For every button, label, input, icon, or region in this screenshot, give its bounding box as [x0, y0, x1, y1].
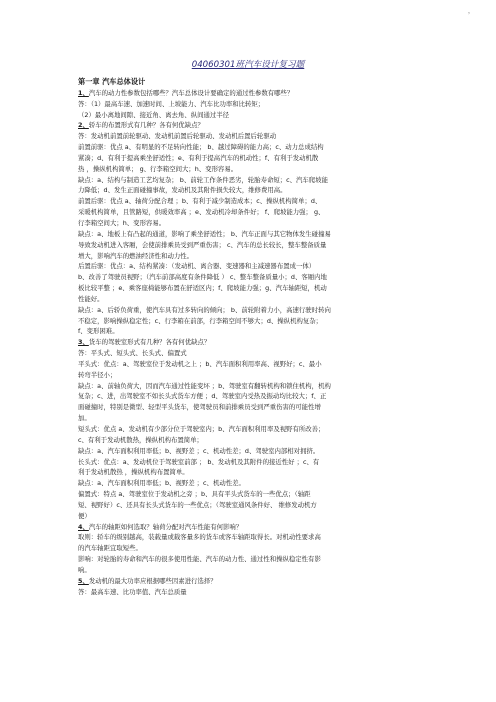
answer-line: 前置前驱：优点 a、有明显的不足转向性能； b、越过障碍的能力高；c、动力总成结构	[78, 143, 324, 152]
question-5	[78, 576, 446, 587]
answer-line: 后置后驱：优点：a、结构紧凑：（发动机、离合器、变速器和主减速器布置成一体）	[78, 262, 316, 271]
question-text: 发动机的最大功率应根据哪些因素进行选择？	[88, 576, 217, 585]
answer-line: 答：发动机前置前轮驱动、发动机前置后轮驱动、发动机后置后轮驱动	[78, 132, 277, 141]
answer-line: 性能好。	[78, 294, 104, 303]
answer-line: 增大，影响汽车的燃油经济性和动力性。	[78, 251, 194, 260]
answer-line: 紧凑；d、有利于提高乘坐舒适性；e、有利于提高汽车的机动性；f、有利于发动机散	[78, 153, 319, 162]
answer-line: 平头式：优点：a、驾驶室位于发动机之上 ；b、汽车面积利用率高、视野好；c、最小	[78, 359, 322, 368]
answer-line: 板比较平整 ；e、乘客座椅能够布置在舒适区内；f、爬坡能力强；g、汽车轴距短，机动	[78, 284, 327, 293]
question-number: 2、	[78, 121, 89, 130]
question-text: 汽车的轴距如何选取？轴荷分配对汽车性能有何影响？	[88, 522, 243, 531]
answer-line: （2）最小离地间隙、接近角、离去角、纵间通过半径	[78, 110, 230, 119]
question-1	[78, 88, 446, 99]
question-4	[78, 522, 446, 533]
answer-line: c、有利于发动机散热，操纵机构布置简单；	[78, 435, 203, 444]
question-text: 货车的驾驶室形式有几种？各有何优缺点？	[88, 338, 211, 347]
answer-line: 偏置式：特点 a、驾驶室位于发动机之旁 ；b、具有平头式货车的一些优点；（轴距	[78, 490, 311, 499]
answer-line: 行李箱空间大；h、变形容易。	[78, 218, 166, 227]
answer-line: 短头式：优点 a、发动机有少部分位于驾驶室内；b、汽车面积利用率及视野有所改善；	[78, 425, 325, 433]
answer-line: 缺点：a、结构与制造工艺均复杂； b、前轮工作条件恶劣，轮胎寿命短；c、汽车爬坡能	[78, 175, 328, 184]
answer-line: 不稳定，影响操纵稳定性；c、行李箱在前部，行李箱空间不够大；d、操纵机构复杂；	[78, 316, 323, 325]
answer-line: 力降低；d、发生正面碰撞事故，发动机及其附件损失较大，维修费用高。	[78, 186, 287, 195]
answer-line: 前置后驱：优点 a、轴荷分配合理 ；b、有利于减少制造成本；c、操纵机构简单；d、	[78, 197, 322, 206]
answer-line: 缺点：a、汽车面积利用率低；b、视野差 ；c、机动性差。	[78, 479, 245, 488]
answer-line: 利于发动机散热 ，操纵机构布置简单。	[78, 468, 189, 477]
answer-line: 采暖机构简单，且管路短，供暖效率高 ；e、发动机冷却条件好； f、爬坡能力强； g、	[78, 208, 325, 217]
answer-line: 导致发动机进入客厢，会使前排乘员受到严重伤害； c、汽车的总长较长，整车整备质量	[78, 240, 327, 249]
chapter-heading: 第一章 汽车总体设计	[78, 77, 146, 86]
document-body	[78, 77, 446, 598]
question-number: 4、	[78, 522, 89, 531]
question-number: 3、	[78, 338, 89, 347]
question-number: 5、	[78, 576, 89, 585]
answer-line: b、改善了驾驶员视野；（汽车前部高度有条件降低 ） c、整车整备质量小；d、客厢内地	[78, 273, 327, 282]
question-2	[78, 120, 446, 131]
answer-line: 取则：轿车的级别越高，装载量或载客量多的货车或客车轴距取得长。对机动性要求高	[78, 533, 321, 542]
answer-line: 影响：对轮胎的寿命和汽车的很多使用性能、汽车的动力性、通过性和操纵稳定性有影	[78, 555, 321, 564]
answer-line: 缺点：a、汽车面积利用率低；b、视野差 ；c、机动性差；d、驾驶室内部相对拥挤。	[78, 446, 320, 455]
answer-line: 响。	[78, 565, 91, 574]
question-3	[78, 337, 446, 348]
question-text: 汽车的动力性参数包括哪些？汽车总体设计要确定的通过性参数有哪些？	[88, 88, 294, 97]
header-mark: ，	[467, 8, 474, 15]
question-number: 1、	[78, 88, 89, 97]
answer-line: 短、视野好）c、还具有长头式货车的一些优点；（驾驶室通风条件好、 维修发动机方	[78, 500, 317, 509]
answer-line: 缺点：a、前轴负荷大，因而汽车通过性能变坏 ；b、驾驶室有翻转机构和锁住机构，机构	[78, 381, 331, 390]
answer-line: 便）	[78, 511, 91, 520]
answer-line: 加。	[78, 414, 91, 423]
answer-line: 缺点：a、地板上有凸起的通道，影响了乘坐舒适性； b、汽车正面与其它物体发生碰撞易	[78, 229, 331, 238]
answer-line: 缺点：a、后轿负荷重，使汽车具有过多转向的倾向； b、前轮附着力小，高速行驶时转向	[78, 305, 331, 314]
answer-line: 热 ，操纵机构简单； g、行李箱空间大；h、变形容易。	[78, 164, 238, 173]
answer-line: 的汽车轴距宜取短些。	[78, 544, 142, 553]
answer-line: 复杂；c、进，出驾驶室不如长头式货车方便 ；d、驾驶室内受热及振动均比较大；f、正	[78, 392, 327, 401]
answer-line: 答：平头式、短头式、长头式、偏置式	[78, 349, 187, 358]
answer-line: 长头式：优点：a、发动机位于驾驶室前部 ； b、发动机及其附件的接近性好 ；c、有	[78, 457, 320, 466]
document-title: 04060301班汽车设计复习题	[191, 60, 305, 70]
question-text: 轿车的布置形式有几种？各有何优缺点？	[88, 121, 204, 130]
answer-line: f、变形困难。	[78, 327, 119, 336]
answer-line: 答：（1）最高车速、加速时间、上坡能力、汽车比功率和比转矩；	[78, 99, 265, 108]
answer-line: 面碰撞时，特别是微型、轻型平头货车，使驾驶员和前排乘员受到严重伤害的可能性增	[78, 403, 321, 412]
answer-line: 答：最高车速、比功率值、汽车总质量	[78, 587, 187, 596]
answer-line: 转弯半径小；	[78, 370, 117, 379]
